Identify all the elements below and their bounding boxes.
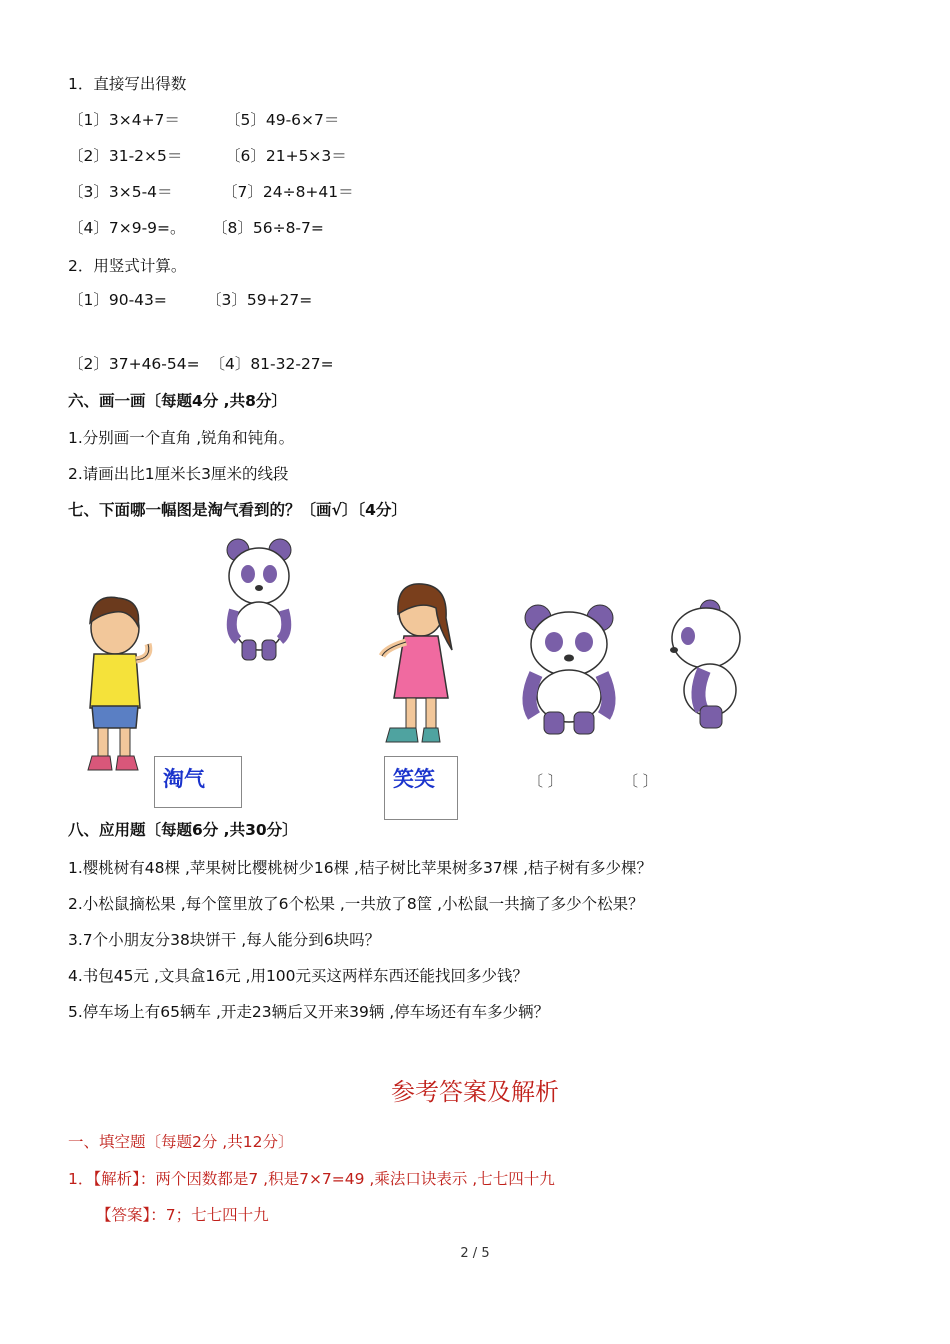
section-8-title: 八、应用题〔每题6分 ,共30分〕 <box>68 821 298 839</box>
answers-title: 参考答案及解析 <box>391 1078 559 1106</box>
section-6-title: 六、画一画〔每题4分 ,共8分〕 <box>68 392 287 410</box>
q1-item-4: 〔4〕7×9-9=。 <box>68 219 186 237</box>
q1-item-2: 〔2〕31-2×5＝ <box>68 147 183 165</box>
panda-side-figure <box>664 598 744 732</box>
q1-item-1: 〔1〕3×4+7＝ <box>68 111 180 129</box>
section-8-item-4: 4.书包45元 ,文具盒16元 ,用100元买这两样东西还能找回多少钱？ <box>68 967 529 985</box>
answers-answer-1: 【答案】：7；七七四十九 <box>96 1206 269 1224</box>
label-taoqi: 淘气 <box>163 767 205 791</box>
answer-paren-side-panda[interactable]: 〔 〕 <box>623 772 658 790</box>
q2-items-2-4: 〔2〕37+46-54= 〔4〕81-32-27= <box>68 355 334 373</box>
panda-front-figure <box>520 604 618 736</box>
boy-figure <box>70 588 160 778</box>
label-xiaoxiao: 笑笑 <box>393 767 435 791</box>
q1-title: 1．直接写出得数 <box>68 75 187 93</box>
q2-title: 2．用竖式计算。 <box>68 257 187 275</box>
q1-item-8: 〔8〕56÷8-7= <box>212 219 324 237</box>
answers-section-title: 一、填空题〔每题2分 ,共12分〕 <box>68 1133 294 1151</box>
q1-item-5: 〔5〕49-6×7＝ <box>225 111 340 129</box>
section-6-item-1: 1.分别画一个直角 ,锐角和钝角。 <box>68 429 295 447</box>
q2-item-3: 〔3〕59+27= <box>206 291 313 309</box>
panda-top-figure <box>222 536 294 664</box>
q2-item-1: 〔1〕90-43= <box>68 291 167 309</box>
q1-item-7: 〔7〕24÷8+41＝ <box>222 183 354 201</box>
section-8-item-1: 1.樱桃树有48棵 ,苹果树比樱桃树少16棵 ,桔子树比苹果树多37棵 ,桔子树有多少棵？ <box>68 859 653 877</box>
section-7-title: 七、下面哪一幅图是淘气看到的？〔画√〕〔4分〕 <box>68 501 407 519</box>
section-8-item-5: 5.停车场上有65辆车 ,开走23辆后又开来39辆 ,停车场还有车多少辆？ <box>68 1003 550 1021</box>
section-8-item-3: 3.7个小朋友分38块饼干 ,每人能分到6块吗？ <box>68 931 381 949</box>
answer-paren-front-panda[interactable]: 〔 〕 <box>528 772 563 790</box>
q1-item-6: 〔6〕21+5×3＝ <box>225 147 347 165</box>
section-6-item-2: 2.请画出比1厘米长3厘米的线段 <box>68 465 289 483</box>
label-box-xiaoxiao <box>384 756 458 820</box>
section-8-item-2: 2.小松鼠摘松果 ,每个筐里放了6个松果 ,一共放了8筐 ,小松鼠一共摘了多少个松果？ <box>68 895 644 913</box>
girl-figure <box>376 578 466 750</box>
label-box-taoqi <box>154 756 242 808</box>
answers-analysis-1: 1．【解析】：两个因数都是7 ,积是7×7=49 ,乘法口诀表示 ,七七四十九 <box>68 1170 555 1188</box>
page-number: 2 / 5 <box>460 1246 490 1261</box>
q1-item-3: 〔3〕3×5-4＝ <box>68 183 173 201</box>
